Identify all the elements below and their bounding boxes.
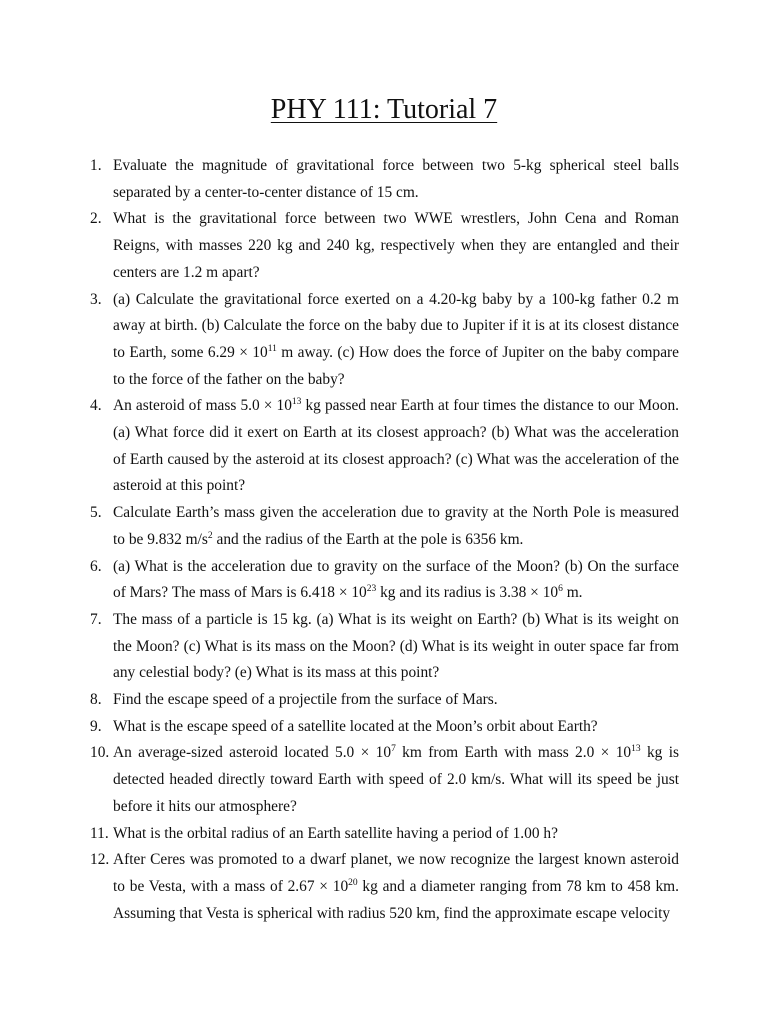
question-text [113,157,679,201]
question-number: 6. [90,557,102,575]
text-run: Calculate Earth’s mass given the acceleration due to gravity at the North Pole is measured to be 9.832 m/s [113,504,679,548]
question-number: 10. [90,744,110,762]
question-item [0,687,679,714]
question-text [113,718,598,735]
question-item [0,206,679,286]
question-text [113,558,679,602]
question-number: 9. [90,717,102,735]
text-run: kg and its radius is 3.38 × 10 [376,584,559,602]
text-run: m away. (c) How does the force of Jupiter on the baby compare to the force of the father on the baby? [113,343,679,388]
exponent: 23 [366,584,377,595]
text-run: Find the escape speed of a projectile from the surface of Mars. [113,691,498,709]
question-number: 4. [90,397,102,415]
question-text [113,744,679,814]
exponent: 20 [348,877,358,888]
text-run: Evaluate the magnitude of gravitational force between two 5-kg spherical steel balls separated by a center-to-center distance of 15 cm. [113,157,679,201]
question-item [0,821,679,848]
question-item [0,607,679,687]
text-run: What is the escape speed of a satellite located at the Moon’s orbit about Earth? [113,717,598,735]
question-item [0,847,679,927]
question-text [113,397,679,494]
text-run: An asteroid of mass 5.0 × 10 [113,397,292,415]
question-number: 3. [90,290,102,308]
exponent: 2 [207,530,213,541]
exponent: 13 [291,397,302,408]
text-run: and the radius of the Earth at the pole is 6356 km. [212,530,524,548]
exponent: 13 [631,744,641,755]
text-run: kg and a diameter ranging from 78 km to 458 km. Assuming that Vesta is spherical with radius 520 km, find the approximate escape velocity [113,877,679,922]
question-text [113,611,679,681]
text-run: What is the gravitational force between two WWE wrestlers, John Cena and Roman Reigns, with masses 220 kg and 240 kg, respectively when they are entangled and their centers are 1.2 m apart? [113,210,679,281]
question-text [113,291,679,388]
question-number: 2. [90,210,102,228]
question-item [0,554,679,607]
question-list [0,153,768,927]
exponent: 6 [558,584,563,595]
text-run: km from Earth with mass 2.0 × 10 [395,744,632,762]
question-item [0,740,679,820]
text-run: An average-sized asteroid located 5.0 × 10 [113,744,392,762]
exponent: 7 [391,744,396,755]
text-run: What is the orbital radius of an Earth satellite having a period of 1.00 h? [113,824,558,842]
text-run: The mass of a particle is 15 kg. (a) What is its weight on Earth? (b) What is its weight on the Moon? (c) What is its mass on the Moon? (d) What is its weight in outer space far from any celestial body? (e) What is its mass at this point? [113,610,679,682]
question-number: 8. [90,691,102,709]
text-run: m. [562,584,583,602]
exponent: 11 [267,343,277,354]
question-text [113,691,498,708]
question-item [0,393,679,500]
question-text [113,825,558,842]
question-item [0,153,679,206]
question-number: 7. [90,610,102,628]
question-text [113,210,679,280]
question-item [0,500,679,553]
question-number: 5. [90,504,102,522]
page-title [0,93,768,127]
page-title-text: PHY 111: Tutorial 7 [270,94,498,125]
question-item [0,287,679,394]
question-number: 1. [90,157,102,174]
question-number: 11. [90,824,109,842]
text-run: After Ceres was promoted to a dwarf planet, we now recognize the largest known asteroid to be Vesta, with a mass of 2.67 × 10 [113,851,679,895]
text-run: (a) What is the acceleration due to gravity on the surface of the Moon? (b) On the surface of Mars? The mass of Mars is 6.418 × 10 [113,557,679,602]
question-number: 12. [90,851,110,869]
text-run: kg passed near Earth at four times the distance to our Moon. (a) What force did it exert on Earth at its closest approach? (b) What was the acceleration of Earth caused by the asteroid at its closest approach? (c) What was the acceleration of the asteroid at this point? [113,397,679,495]
question-text [113,504,679,548]
question-item [0,714,679,741]
text-run: kg is detected headed directly toward Earth with speed of 2.0 km/s. What will its speed be just before it hits our atmosphere? [113,744,679,815]
text-run: (a) Calculate the gravitational force exerted on a 4.20-kg baby by a 100-kg father 0.2 m away at birth. (b) Calculate the force on the baby due to Jupiter if it is at its closest distance to Earth, some 6.29 × 10 [113,290,679,361]
question-text [113,851,679,921]
